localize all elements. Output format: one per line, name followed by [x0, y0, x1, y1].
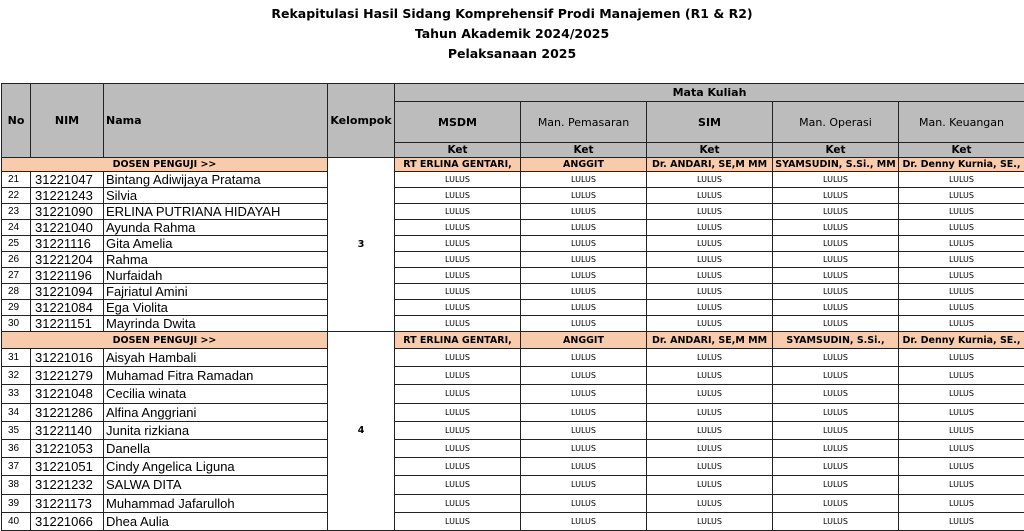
student-nim: 31221196 [31, 268, 104, 284]
student-nim: 31221090 [31, 204, 104, 220]
status-cell: LULUS [395, 439, 521, 457]
status-cell: LULUS [773, 421, 899, 439]
status-cell: LULUS [395, 512, 521, 530]
status-cell: LULUS [899, 316, 1024, 332]
row-number: 38 [2, 476, 31, 494]
implementation-year: Pelaksanaan 2025 [0, 44, 1024, 64]
row-number: 32 [2, 367, 31, 385]
status-cell: LULUS [899, 204, 1024, 220]
status-cell: LULUS [773, 188, 899, 204]
table-row [2, 458, 1024, 476]
results-table [1, 83, 1024, 531]
status-cell: LULUS [647, 421, 773, 439]
header-no: No [2, 84, 31, 158]
header-course-keuangan: Man. Keuangan [899, 102, 1024, 143]
row-number: 36 [2, 439, 31, 457]
row-number: 23 [2, 204, 31, 220]
status-cell: LULUS [521, 367, 647, 385]
student-name: Muhammad Jafarulloh [104, 494, 328, 512]
status-cell: LULUS [773, 252, 899, 268]
row-number: 34 [2, 403, 31, 421]
status-cell: LULUS [395, 403, 521, 421]
header-ket: Ket [773, 143, 899, 158]
examiner-name: RT ERLINA GENTARI, [395, 158, 521, 172]
status-cell: LULUS [395, 316, 521, 332]
status-cell: LULUS [773, 385, 899, 403]
student-name: Fajriatul Amini [104, 284, 328, 300]
row-number: 37 [2, 458, 31, 476]
status-cell: LULUS [521, 421, 647, 439]
student-nim: 31221066 [31, 512, 104, 530]
status-cell: LULUS [647, 204, 773, 220]
student-nim: 31221116 [31, 236, 104, 252]
student-nim: 31221047 [31, 172, 104, 188]
table-row [2, 512, 1024, 530]
status-cell: LULUS [521, 316, 647, 332]
status-cell: LULUS [773, 512, 899, 530]
status-cell: LULUS [899, 172, 1024, 188]
header-course-operasi: Man. Operasi [773, 102, 899, 143]
examiner-name: ANGGIT [521, 158, 647, 172]
status-cell: LULUS [647, 367, 773, 385]
student-name: Bintang Adiwijaya Pratama [104, 172, 328, 188]
table-row [2, 349, 1024, 367]
row-number: 28 [2, 284, 31, 300]
student-nim: 31221204 [31, 252, 104, 268]
status-cell: LULUS [899, 494, 1024, 512]
row-number: 30 [2, 316, 31, 332]
status-cell: LULUS [899, 236, 1024, 252]
student-nim: 31221173 [31, 494, 104, 512]
status-cell: LULUS [899, 458, 1024, 476]
student-nim: 31221094 [31, 284, 104, 300]
student-name: Cindy Angelica Liguna [104, 458, 328, 476]
status-cell: LULUS [521, 284, 647, 300]
status-cell: LULUS [395, 220, 521, 236]
student-name: Gita Amelia [104, 236, 328, 252]
examiner-name: Dr. ANDARI, SE,M MM [647, 158, 773, 172]
status-cell: LULUS [773, 204, 899, 220]
table-row [2, 300, 1024, 316]
row-number: 27 [2, 268, 31, 284]
header-ket: Ket [647, 143, 773, 158]
status-cell: LULUS [521, 512, 647, 530]
status-cell: LULUS [773, 172, 899, 188]
status-cell: LULUS [899, 284, 1024, 300]
table-row [2, 236, 1024, 252]
status-cell: LULUS [773, 439, 899, 457]
status-cell: LULUS [773, 300, 899, 316]
status-cell: LULUS [647, 268, 773, 284]
status-cell: LULUS [395, 300, 521, 316]
status-cell: LULUS [521, 204, 647, 220]
status-cell: LULUS [647, 494, 773, 512]
status-cell: LULUS [773, 476, 899, 494]
status-cell: LULUS [647, 220, 773, 236]
status-cell: LULUS [521, 494, 647, 512]
row-number: 21 [2, 172, 31, 188]
examiner-name: RT ERLINA GENTARI, [395, 332, 521, 349]
status-cell: LULUS [647, 512, 773, 530]
status-cell: LULUS [773, 403, 899, 421]
status-cell: LULUS [899, 439, 1024, 457]
dosen-penguji-label: DOSEN PENGUJI >> [2, 332, 328, 349]
status-cell: LULUS [395, 252, 521, 268]
status-cell: LULUS [395, 268, 521, 284]
status-cell: LULUS [899, 476, 1024, 494]
table-row [2, 421, 1024, 439]
examiner-row [2, 158, 1024, 172]
header-course-sim: SIM [647, 102, 773, 143]
status-cell: LULUS [773, 458, 899, 476]
student-nim: 31221286 [31, 403, 104, 421]
status-cell: LULUS [395, 476, 521, 494]
status-cell: LULUS [395, 236, 521, 252]
student-name: Ega Violita [104, 300, 328, 316]
header-nama: Nama [104, 84, 328, 158]
status-cell: LULUS [647, 252, 773, 268]
student-nim: 31221151 [31, 316, 104, 332]
status-cell: LULUS [521, 349, 647, 367]
student-name: Alfina Anggriani [104, 403, 328, 421]
status-cell: LULUS [647, 300, 773, 316]
status-cell: LULUS [395, 188, 521, 204]
status-cell: LULUS [773, 220, 899, 236]
status-cell: LULUS [395, 367, 521, 385]
header-nim: NIM [31, 84, 104, 158]
status-cell: LULUS [899, 300, 1024, 316]
examiner-name: Dr. ANDARI, SE,M MM [647, 332, 773, 349]
status-cell: LULUS [773, 367, 899, 385]
status-cell: LULUS [395, 494, 521, 512]
row-number: 39 [2, 494, 31, 512]
status-cell: LULUS [521, 458, 647, 476]
table-row [2, 188, 1024, 204]
student-name: Junita rizkiana [104, 421, 328, 439]
student-name: Nurfaidah [104, 268, 328, 284]
examiner-name: ANGGIT [521, 332, 647, 349]
status-cell: LULUS [521, 172, 647, 188]
header-ket: Ket [521, 143, 647, 158]
table-row [2, 220, 1024, 236]
table-row [2, 268, 1024, 284]
status-cell: LULUS [521, 188, 647, 204]
student-nim: 31221053 [31, 439, 104, 457]
table-row [2, 284, 1024, 300]
status-cell: LULUS [773, 284, 899, 300]
status-cell: LULUS [899, 512, 1024, 530]
status-cell: LULUS [647, 316, 773, 332]
header-course-msdm: MSDM [395, 102, 521, 143]
status-cell: LULUS [647, 284, 773, 300]
student-name: Rahma [104, 252, 328, 268]
status-cell: LULUS [395, 421, 521, 439]
row-number: 35 [2, 421, 31, 439]
status-cell: LULUS [647, 403, 773, 421]
student-name: SALWA DITA [104, 476, 328, 494]
kelompok-number: 3 [328, 158, 395, 332]
status-cell: LULUS [647, 385, 773, 403]
row-number: 33 [2, 385, 31, 403]
student-nim: 31221232 [31, 476, 104, 494]
status-cell: LULUS [521, 439, 647, 457]
student-name: Dhea Aulia [104, 512, 328, 530]
student-nim: 31221140 [31, 421, 104, 439]
examiner-name: SYAMSUDIN, S.Si., MM [773, 158, 899, 172]
status-cell: LULUS [773, 349, 899, 367]
status-cell: LULUS [647, 458, 773, 476]
academic-year: Tahun Akademik 2024/2025 [0, 24, 1024, 44]
status-cell: LULUS [899, 349, 1024, 367]
status-cell: LULUS [899, 421, 1024, 439]
status-cell: LULUS [395, 172, 521, 188]
student-name: Danella [104, 439, 328, 457]
header-mata-kuliah: Mata Kuliah [395, 84, 1024, 102]
table-row [2, 204, 1024, 220]
student-name: Silvia [104, 188, 328, 204]
status-cell: LULUS [647, 439, 773, 457]
student-nim: 31221016 [31, 349, 104, 367]
row-number: 22 [2, 188, 31, 204]
table-row [2, 316, 1024, 332]
table-row [2, 367, 1024, 385]
student-nim: 31221279 [31, 367, 104, 385]
table-row [2, 385, 1024, 403]
status-cell: LULUS [899, 385, 1024, 403]
status-cell: LULUS [773, 494, 899, 512]
student-nim: 31221243 [31, 188, 104, 204]
examiner-name: Dr. Denny Kurnia, SE., [899, 158, 1024, 172]
student-name: Cecilia winata [104, 385, 328, 403]
status-cell: LULUS [899, 220, 1024, 236]
status-cell: LULUS [395, 349, 521, 367]
status-cell: LULUS [395, 385, 521, 403]
table-row [2, 172, 1024, 188]
student-nim: 31221084 [31, 300, 104, 316]
status-cell: LULUS [521, 252, 647, 268]
row-number: 40 [2, 512, 31, 530]
examiner-name: Dr. Denny Kurnia, SE., [899, 332, 1024, 349]
kelompok-number: 4 [328, 332, 395, 531]
student-name: ERLINA PUTRIANA HIDAYAH [104, 204, 328, 220]
status-cell: LULUS [773, 316, 899, 332]
header-ket: Ket [899, 143, 1024, 158]
student-nim: 31221048 [31, 385, 104, 403]
status-cell: LULUS [647, 172, 773, 188]
report-title-block [0, 4, 1024, 64]
examiner-row [2, 332, 1024, 349]
header-ket: Ket [395, 143, 521, 158]
table-row [2, 494, 1024, 512]
report-title: Rekapitulasi Hasil Sidang Komprehensif Prodi Manajemen (R1 & R2) [0, 4, 1024, 24]
status-cell: LULUS [521, 300, 647, 316]
row-number: 24 [2, 220, 31, 236]
status-cell: LULUS [395, 284, 521, 300]
status-cell: LULUS [521, 403, 647, 421]
row-number: 25 [2, 236, 31, 252]
status-cell: LULUS [773, 268, 899, 284]
table-row [2, 439, 1024, 457]
status-cell: LULUS [521, 236, 647, 252]
status-cell: LULUS [521, 476, 647, 494]
row-number: 29 [2, 300, 31, 316]
status-cell: LULUS [899, 188, 1024, 204]
status-cell: LULUS [899, 367, 1024, 385]
header-course-pemasaran: Man. Pemasaran [521, 102, 647, 143]
status-cell: LULUS [647, 476, 773, 494]
row-number: 26 [2, 252, 31, 268]
table-row [2, 252, 1024, 268]
status-cell: LULUS [395, 204, 521, 220]
row-number: 31 [2, 349, 31, 367]
header-kelompok: Kelompok [328, 84, 395, 158]
status-cell: LULUS [899, 403, 1024, 421]
status-cell: LULUS [647, 188, 773, 204]
table-row [2, 403, 1024, 421]
table-row [2, 476, 1024, 494]
status-cell: LULUS [521, 220, 647, 236]
status-cell: LULUS [647, 236, 773, 252]
status-cell: LULUS [395, 458, 521, 476]
status-cell: LULUS [647, 349, 773, 367]
student-nim: 31221040 [31, 220, 104, 236]
student-name: Ayunda Rahma [104, 220, 328, 236]
status-cell: LULUS [899, 252, 1024, 268]
status-cell: LULUS [773, 236, 899, 252]
status-cell: LULUS [521, 385, 647, 403]
status-cell: LULUS [521, 268, 647, 284]
examiner-name: SYAMSUDIN, S.Si., [773, 332, 899, 349]
student-name: Muhamad Fitra Ramadan [104, 367, 328, 385]
student-name: Aisyah Hambali [104, 349, 328, 367]
status-cell: LULUS [899, 268, 1024, 284]
student-nim: 31221051 [31, 458, 104, 476]
dosen-penguji-label: DOSEN PENGUJI >> [2, 158, 328, 172]
student-name: Mayrinda Dwita [104, 316, 328, 332]
